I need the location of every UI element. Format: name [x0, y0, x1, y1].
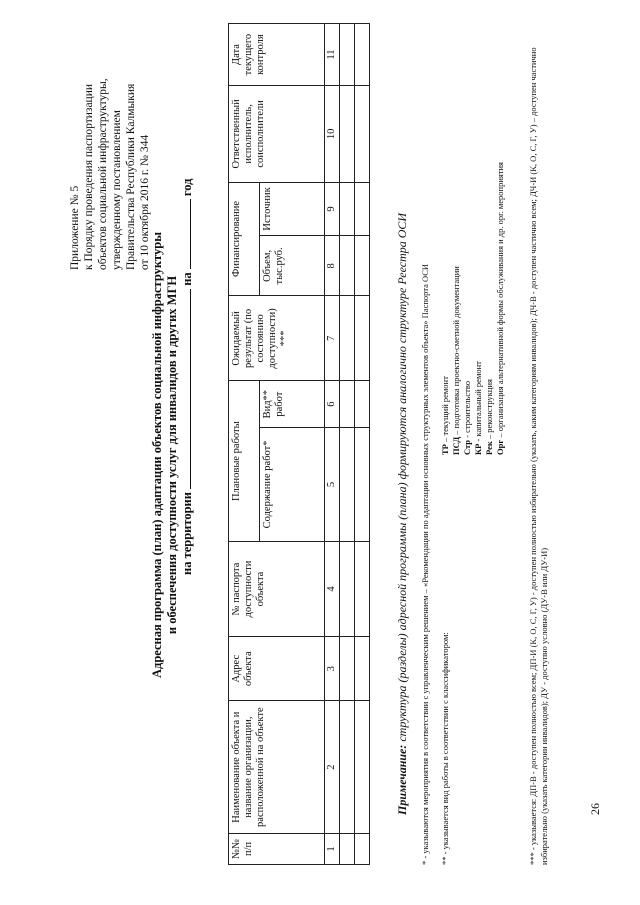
table-cell	[340, 833, 355, 864]
column-number: 5	[325, 427, 340, 541]
footnote-3: *** - указывается: ДП-В - доступен полностью всем; ДП-И (К, О, С, Г, У) - доступен полностью избирательно (указать, каким категориям инвалидов); ДЧ-В - доступен частично всем; ДЧ-И (К, О, С, Г, У) – доступен частично избирательно (указать категории инвалидов); ДУ - доступно условно (ДУ-В или ДУ-И)	[528, 47, 549, 865]
table-cell	[340, 236, 355, 296]
table-cell	[340, 427, 355, 541]
column-numbers-row	[325, 24, 340, 865]
document-title	[150, 95, 180, 815]
table-cell	[340, 637, 355, 701]
legend-text: – реконструкция	[484, 379, 494, 442]
territory-blank	[190, 289, 191, 489]
table-cell	[340, 541, 355, 636]
table-cell	[355, 833, 370, 864]
column-number: 3	[325, 637, 340, 701]
territory-label: на территории	[180, 492, 194, 575]
column-number: 11	[325, 24, 340, 86]
year-blank	[190, 199, 191, 269]
legend-item	[484, 162, 495, 455]
footnote-2: ** - указывается вид работы в соответствии с классификатором:	[440, 632, 450, 865]
header-address: Адрес объекта	[229, 637, 325, 701]
table-cell	[340, 381, 355, 428]
table-cell	[355, 236, 370, 296]
header-financing: Финансирование	[229, 182, 260, 296]
approval-block	[68, 10, 152, 270]
na-label: на	[180, 272, 194, 286]
column-number: 8	[325, 236, 340, 296]
table-row	[355, 24, 370, 865]
approval-line: к Порядку проведения паспортизации	[83, 83, 95, 270]
table-cell	[355, 182, 370, 236]
column-number: 6	[325, 381, 340, 428]
legend-code: ПСД	[451, 436, 461, 455]
column-number: 1	[325, 833, 340, 864]
legend-text: – текущий ремонт	[440, 376, 450, 445]
table-cell	[340, 701, 355, 834]
header-content: Содержание работ*	[260, 427, 325, 541]
legend-text: - капитальный ремонт	[473, 361, 483, 444]
column-number: 7	[325, 296, 340, 381]
note-text: структура (разделы) адресной программы (плана) формируются аналогично структуре Реестра ОСИ	[395, 212, 409, 745]
program-table	[228, 23, 370, 865]
header-volume: Объем, тыс.руб.	[260, 236, 325, 296]
approval-line: утвержденному постановлением	[111, 110, 123, 270]
legend-item	[473, 162, 484, 455]
column-number: 4	[325, 541, 340, 636]
header-type: Вид** работ	[260, 381, 325, 428]
territory-line	[180, 179, 195, 575]
column-number: 9	[325, 182, 340, 236]
header-num: №№ п/п	[229, 833, 325, 864]
legend-text: – организация альтернативной формы обслуживания и др. орг. мероприятия	[495, 162, 505, 440]
table-cell	[355, 701, 370, 834]
table-cell	[355, 24, 370, 86]
header-name: Наименование объекта и название организации, расположенной на объекте	[229, 701, 325, 834]
approval-line: объектов социальной инфраструктуры,	[97, 78, 109, 270]
legend-code: Рек	[484, 441, 494, 455]
table-cell	[340, 24, 355, 86]
legend-item	[451, 162, 462, 455]
column-number: 10	[325, 86, 340, 182]
table-cell	[340, 296, 355, 381]
page-number: 26	[588, 803, 602, 815]
header-source: Источник	[260, 182, 325, 236]
legend-text: - строительство	[462, 380, 472, 440]
legend-code: КР	[473, 443, 483, 455]
header-planned: Плановые работы	[229, 381, 260, 542]
note	[395, 213, 410, 815]
legend-code: Стр	[462, 439, 472, 455]
footnote-1: * - указываются мероприятия в соответствии с управленческим решением – «Рекомендации по адаптации основных структурных элементов объекта» Паспорта ОСИ	[420, 263, 430, 865]
table-cell	[355, 637, 370, 701]
legend-text: – подготовка проектно-сметной документации	[451, 266, 461, 437]
approval-line: Правительства Республики Калмыкия	[125, 83, 137, 270]
note-label: Примечание:	[395, 744, 409, 815]
table-cell	[355, 296, 370, 381]
column-number: 2	[325, 701, 340, 834]
title-line-2: и обеспечения доступности услуг для инвалидов и других МГН	[165, 275, 179, 635]
table-cell	[355, 427, 370, 541]
table-cell	[340, 86, 355, 182]
header-expected: Ожидаемый результат (по состоянию доступности) ***	[229, 296, 325, 381]
legend-item	[462, 162, 473, 455]
header-responsible: Ответственный исполнитель, соисполнители	[229, 86, 325, 182]
table-cell	[355, 381, 370, 428]
header-passport: № паспорта доступности объекта	[229, 541, 325, 636]
legend-code: Орг	[495, 439, 505, 455]
year-label: год	[180, 178, 194, 197]
table-row	[340, 24, 355, 865]
header-control: Дата текущего контроля	[229, 24, 325, 86]
table-cell	[355, 86, 370, 182]
work-type-legend	[440, 162, 506, 455]
legend-item	[440, 162, 451, 455]
legend-code: ТР	[440, 444, 450, 455]
approval-line: Приложение № 5	[69, 185, 81, 270]
table-cell	[340, 182, 355, 236]
title-line-1: Адресная программа (план) адаптации объектов социальной инфраструктуры	[150, 232, 164, 678]
legend-item	[495, 162, 506, 455]
table-cell	[355, 541, 370, 636]
approval-line: от 10 октября 2016 г. № 344	[139, 134, 151, 270]
